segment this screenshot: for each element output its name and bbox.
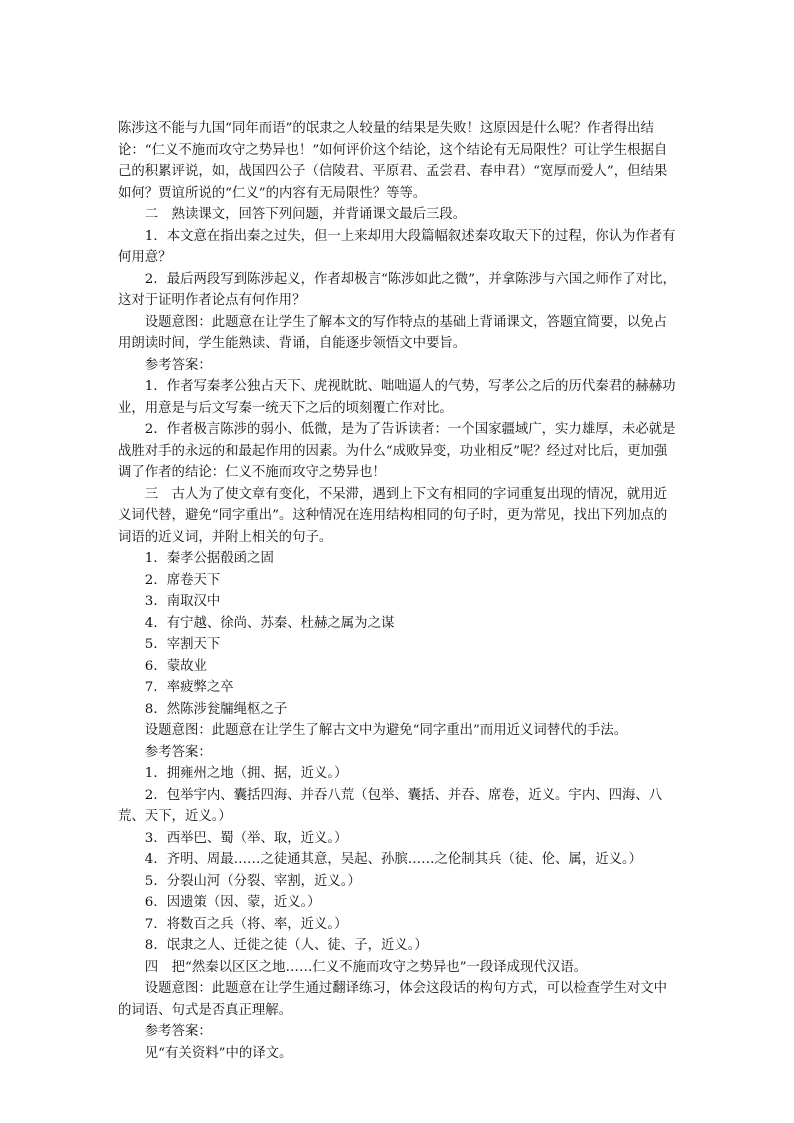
- answer: 2．包举宇内、囊括四海、并吞八荒（包举、囊括、并吞、席卷，近义。宇内、四海、八荒、天下，近义。）: [118, 787, 663, 824]
- section-heading: 三 古人为了使文章有变化，不呆滞，遇到上下文有相同的字词重复出现的情况，就用近义词代替，避免“同字重出”。这种情况在连用结构相同的句子时，更为常见，找出下列加点的词语的近义词，并附上相关的句子。: [118, 486, 668, 545]
- list-item: 2．席卷天下: [144, 572, 221, 588]
- answer: 8．氓隶之人、迁徙之徒（人、徒、子，近义。）: [144, 938, 428, 953]
- list-item: 4．有宁越、徐尚、苏秦、杜赫之属为之谋: [144, 615, 395, 631]
- section-heading: 二 熟读课文，回答下列问题，并背诵课文最后三段。: [144, 207, 467, 222]
- question: 2．最后两段写到陈涉起义，作者却极言“陈涉如此之微”，并拿陈涉与六国之师作了对比，这对于证明作者论点有何作用？: [118, 271, 676, 308]
- list-item: 6．蒙故业: [144, 658, 207, 674]
- list-item: 8．然陈涉瓮牖绳枢之子: [144, 701, 288, 717]
- document-body: [118, 118, 678, 1064]
- list-item: 7．率疲弊之卒: [144, 680, 234, 695]
- section-heading: 四 把“然秦以区区之地……仁义不施而攻守之势异也”一段译成现代汉语。: [144, 959, 587, 975]
- answer-label: 参考答案：: [144, 357, 212, 373]
- answer: 6．因遗策（因、蒙，近义。）: [144, 895, 321, 910]
- answer: 见“有关资料”中的译文。: [144, 1045, 293, 1061]
- question: 1．本文意在指出秦之过失，但一上来却用大段篇幅叙述秦攻取天下的过程，你认为作者有何用意？: [118, 228, 676, 265]
- paragraph: 陈涉这不能与九国“同年而语”的氓隶之人较量的结果是失败！这原因是什么呢？作者得出结论：“仁义不施而攻守之势异也！”如何评价这个结论，这个结论有无局限性？可让学生根据自己的积累评说，如，战国四公子（信陵君、平原君、孟尝君、春申君）“宽厚而爱人”，但结果如何？贾谊所说的“仁义”的内容有无局限性？等等。: [118, 121, 668, 201]
- answer: 1．作者写秦孝公独占天下、虎视眈眈、咄咄逼人的气势，写孝公之后的历代秦君的赫赫功业，用意是与后文写秦一统天下之后的顷刻覆亡作对比。: [118, 379, 676, 416]
- answer: 7．将数百之兵（将、率，近义。）: [144, 916, 348, 932]
- answer-label: 参考答案：: [144, 744, 212, 760]
- design-intent: 设题意图：此题意在让学生了解古文中为避免“同字重出”而用近义词替代的手法。: [144, 723, 628, 738]
- list-item: 5．宰割天下: [144, 637, 221, 652]
- answer: 2．作者极言陈涉的弱小、低微，是为了告诉读者：一个国家疆域广，实力雄厚，未必就是战胜对手的永远的和最起作用的因素。为什么“成败异变，功业相反”呢？经过对比后，更加强调了作者的结论：仁义不施而攻守之势异也！: [118, 422, 676, 480]
- list-item: 3．南取汉中: [144, 594, 221, 609]
- design-intent: 设题意图：此题意在让学生通过翻译练习，体会这段话的构句方式，可以检查学生对文中的词语、句式是否真正理解。: [118, 981, 668, 1018]
- answer: 3．西举巴、蜀（举、取，近义。）: [144, 830, 348, 846]
- answer: 5．分裂山河（分裂、宰割，近义。）: [144, 873, 361, 889]
- answer: 4．齐明、周最……之徒通其意，吴起、孙膑……之伦制其兵（徒、伦、属，近义。）: [144, 852, 643, 867]
- design-intent: 设题意图：此题意在让学生了解本文的写作特点的基础上背诵课文，答题宜简要，以免占用朗读时间，学生能熟读、背诵，自能逐步领悟文中要旨。: [118, 314, 668, 351]
- list-item: 1．秦孝公据殽函之固: [144, 551, 274, 566]
- answer-label: 参考答案：: [144, 1024, 212, 1039]
- answer: 1．拥雍州之地（拥、据，近义。）: [144, 766, 348, 781]
